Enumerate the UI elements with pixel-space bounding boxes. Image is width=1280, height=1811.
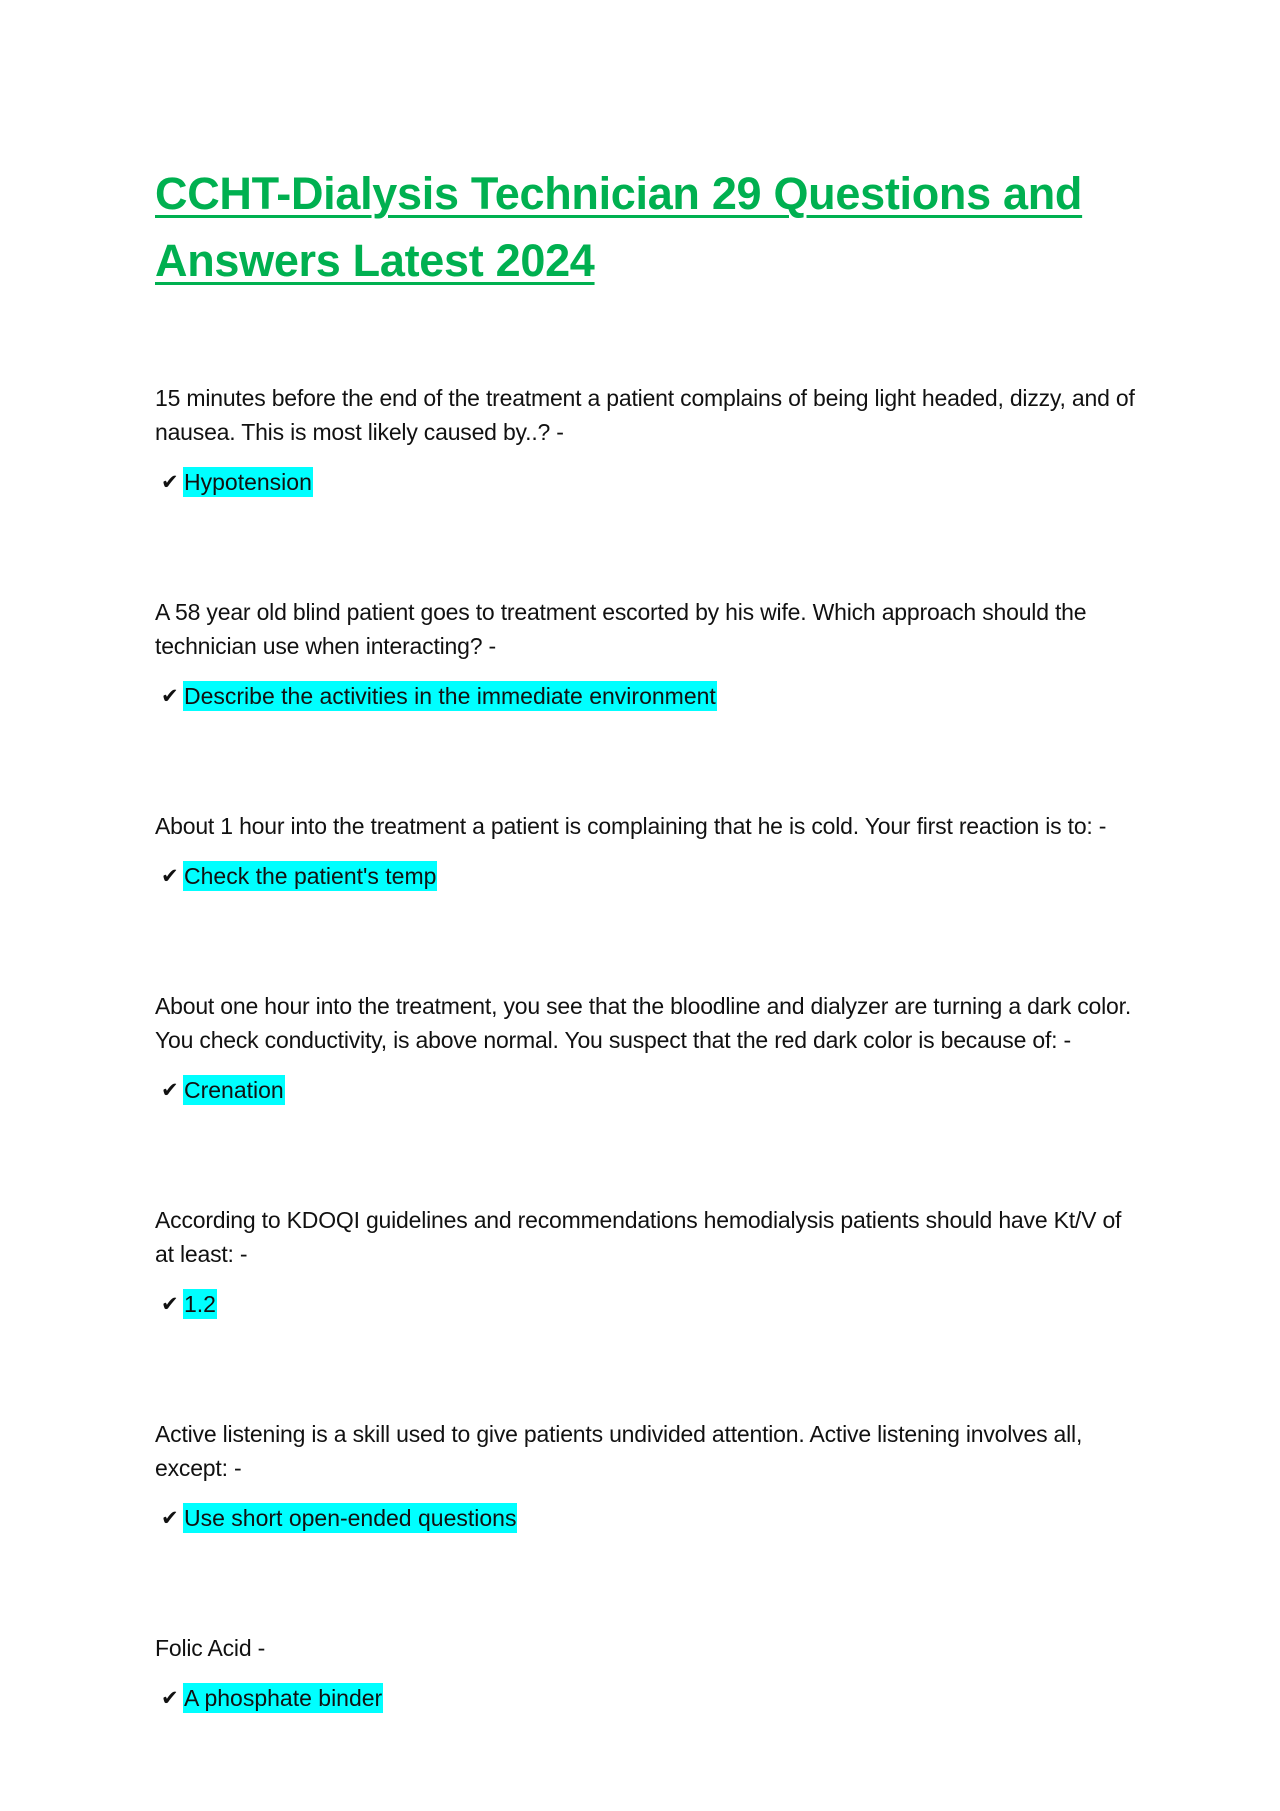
answer [161, 1289, 1135, 1319]
question-text: Active listening is a skill used to give patients undivided attention. Active listening involves all, except: - [155, 1421, 1083, 1481]
qa-item [155, 595, 1135, 711]
qa-item [155, 809, 1135, 891]
answer-text: 1.2 [184, 1291, 216, 1317]
check-mark-icon: ✔ [161, 1686, 179, 1710]
document-title [155, 160, 1135, 294]
check-mark-icon: ✔ [161, 1506, 179, 1530]
answer-text: Describe the activities in the immediate environment [184, 683, 716, 709]
answer [161, 1075, 1135, 1105]
question-text: According to KDOQI guidelines and recommendations hemodialysis patients should have Kt/V of at least: - [155, 1207, 1122, 1267]
answer-text: Hypotension [184, 469, 312, 495]
check-mark-icon: ✔ [161, 684, 179, 708]
qa-list [155, 381, 1135, 1713]
answer [161, 467, 1135, 497]
check-mark-icon: ✔ [161, 470, 179, 494]
answer [161, 1503, 1135, 1533]
question-text: 15 minutes before the end of the treatment a patient complains of being light headed, dizzy, and of nausea. This is most likely caused by..? - [155, 385, 1135, 445]
question-text: Folic Acid - [155, 1635, 266, 1661]
qa-item [155, 381, 1135, 497]
check-mark-icon: ✔ [161, 864, 179, 888]
answer [161, 681, 1135, 711]
qa-item [155, 989, 1135, 1105]
qa-item [155, 1631, 1135, 1713]
answer [161, 861, 1135, 891]
qa-item [155, 1203, 1135, 1319]
answer-text: Check the patient's temp [184, 863, 437, 889]
check-mark-icon: ✔ [161, 1292, 179, 1316]
document-title-line-1: CCHT-Dialysis Technician 29 Questions and [155, 168, 1083, 219]
document-page [155, 160, 1135, 1811]
question-text: About 1 hour into the treatment a patient is complaining that he is cold. Your first reaction is to: - [155, 813, 1107, 839]
qa-item [155, 1417, 1135, 1533]
check-mark-icon: ✔ [161, 1078, 179, 1102]
question-text: About one hour into the treatment, you see that the bloodline and dialyzer are turning a dark color. You check conductivity, is above normal. You suspect that the red dark color is because of: - [155, 993, 1132, 1053]
answer [161, 1683, 1135, 1713]
question-text: A 58 year old blind patient goes to treatment escorted by his wife. Which approach should the technician use when interacting? - [155, 599, 1087, 659]
answer-text: Use short open-ended questions [184, 1505, 517, 1531]
document-title-line-2: Answers Latest 2024 [155, 235, 595, 286]
answer-text: Crenation [184, 1077, 284, 1103]
answer-text: A phosphate binder [184, 1685, 383, 1711]
